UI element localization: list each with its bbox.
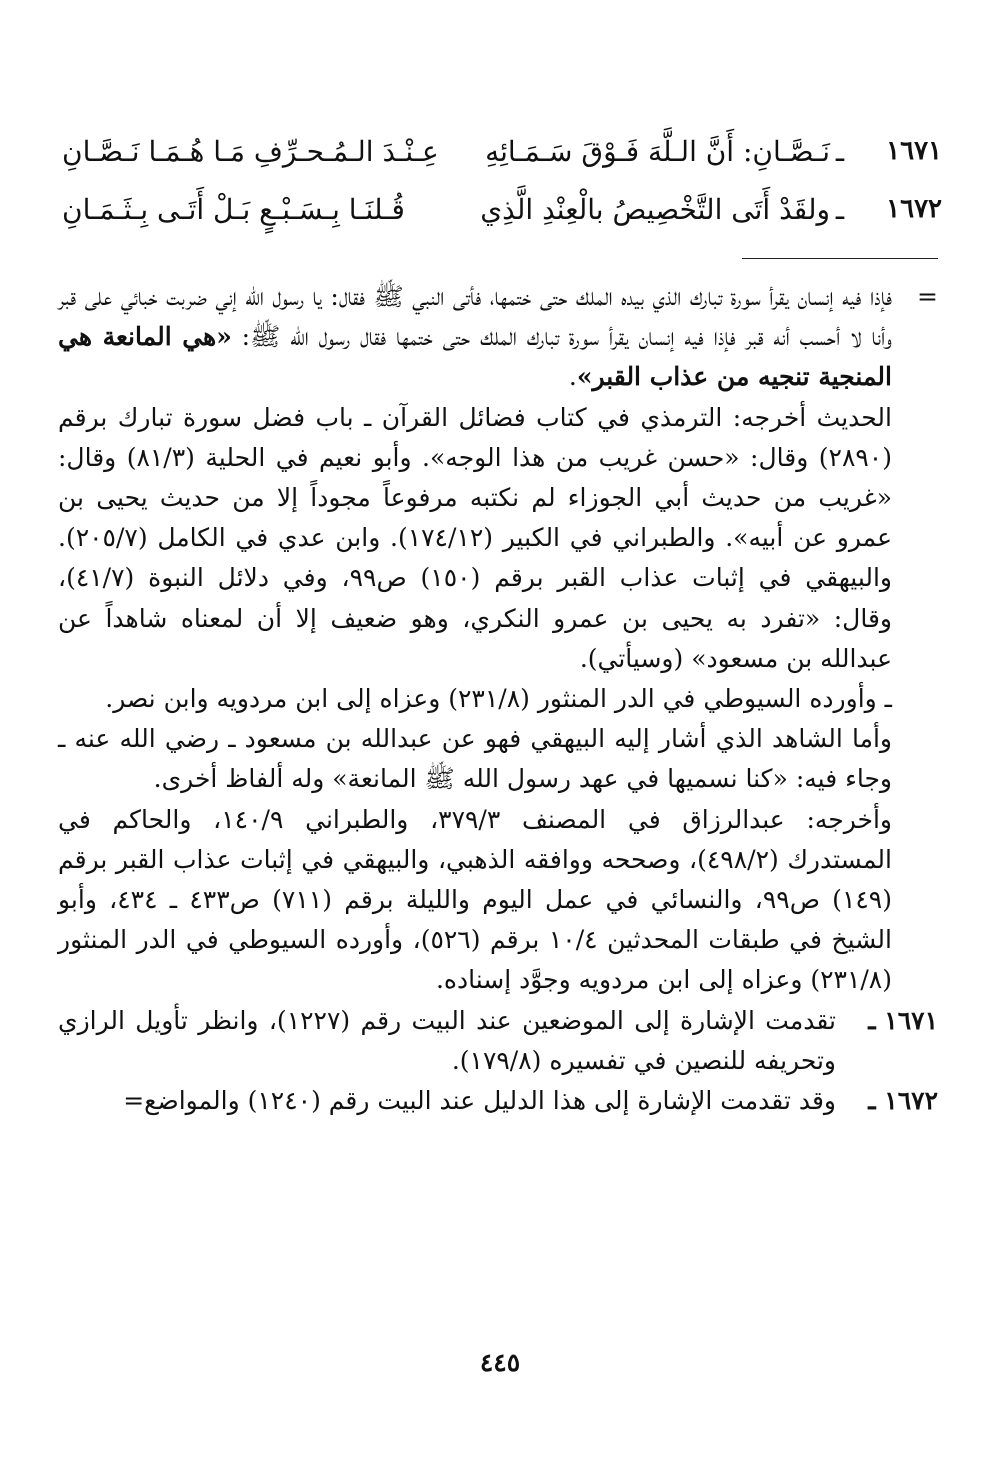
verse-first-hemistich: نَـصَّـانِ: أَنَّ الـلَّهَ فَـوْقَ سَـمَـائِهِ [485,134,830,168]
footnote-number: ١٦٧١ ـ [868,1005,938,1035]
footnote-entry [58,1081,938,1121]
poem-verses [62,122,942,238]
verse-second-hemistich: عِـنْـدَ الـمُـحـرِّفِ مَـا هُـمَـا نَـصَّـانِ [62,134,439,168]
verse-dash: ـ [835,134,845,168]
verse-second-hemistich: قُـلنَـا بِـسَـبْـعٍ بَـلْ أَتَـى بِـثَـمَـانِ [62,192,405,226]
note-paragraph: الحديث أخرجه: الترمذي في كتاب فضائل القرآن ـ باب فضل سورة تبارك برقم (٢٨٩٠) وقال: «حسن غريب من هذا الوجه». وأبو نعيم في الحلية (٨١/٣) وقال: «غريب من حديث أبي الجوزاء لم نكتبه مرفوعاً مجوداً إلا من حديث يحيى بن عمرو عن أبيه». والطبراني في الكبير (١٧٤/١٢). وابن عدي في الكامل (٢٠٥/٧). والبيهقي في إثبات عذاب القبر برقم (١٥٠) ص٩٩، وفي دلائل النبوة (٤١/٧)، وقال: «تفرد به يحيى بن عمرو النكري، وهو ضعيف إلا أن لمعناه شاهداً عن عبدالله بن مسعود» (وسيأتي). [58,402,892,673]
hadith-quote: «هي المانعة هي المنجية تنجيه من عذاب القبر» [58,322,892,392]
footnote-text: تقدمت الإشارة إلى الموضعين عند البيت رقم (١٢٢٧)، وانظر تأويل الرازي وتحريفه للنصين في تفسيره (١٧٩/٨). [58,1005,836,1075]
page-number: ٤٤٥ [479,1348,521,1377]
verse-dash: ـ [835,192,845,226]
footnote-number: ١٦٧٢ ـ [868,1086,938,1116]
verse-line [62,180,942,238]
footnote-entry [58,1001,938,1081]
verse-number: ١٦٧١ [886,136,942,166]
verse-line [62,122,942,180]
verse-number: ١٦٧٢ [886,194,942,224]
footnote-divider [742,258,938,259]
note-paragraph: ـ وأورده السيوطي في الدر المنثور (٢٣١/٨) وعزاه إلى ابن مردويه وابن نصر. [105,684,892,714]
note-paragraph: وأخرجه: عبدالرزاق في المصنف ٣٧٩/٣، والطبراني ١٤٠/٩، والحاكم في المستدرك (٤٩٨/٢)، وصححه ووافقه الذهبي، والبيهقي في إثبات عذاب القبر برقم (١٤٩) ص٩٩، والنسائي في عمل اليوم والليلة برقم (٧١١) ص٤٣٣ ـ ٤٣٤، وأبو الشيخ في طبقات المحدثين ١٠/٤ برقم (٥٢٦)، وأورده السيوطي في الدر المنثور (٢٣١/٨) وعزاه إلى ابن مردويه وجوَّد إسناده. [58,804,892,995]
note-paragraph [58,277,938,398]
footnote-text: وقد تقدمت الإشارة إلى هذا الدليل عند البيت رقم (١٢٤٠) والمواضع= [123,1086,836,1116]
continuation-mark: = [917,282,938,311]
note-text: فإذا فيه إنسان يقرأ سورة تبارك الذي بيده الملك حتى ختمها، فأتى النبي ﷺ فقال: يا رسول الله إني ضربت خبائي على قبر وأنا لا أحسب أنه قبر فإذا فيه إنسان يقرأ سورة تبارك الملك حتى ختمها فقال رسول الله ﷺ: [58,282,892,352]
footnotes-section [58,277,938,1121]
verse-first-hemistich: ولقَدْ أَتَى التَّخْصِيصُ بالْعِنْدِ الَّذِي [480,192,830,226]
note-paragraph: وأما الشاهد الذي أشار إليه البيهقي فهو عن عبدالله بن مسعود ـ رضي الله عنه ـ وجاء فيه: «كنا نسميها في عهد رسول الله ﷺ المانعة» وله ألفاظ أخرى. [58,724,892,794]
note-text-tail: . [568,362,577,392]
